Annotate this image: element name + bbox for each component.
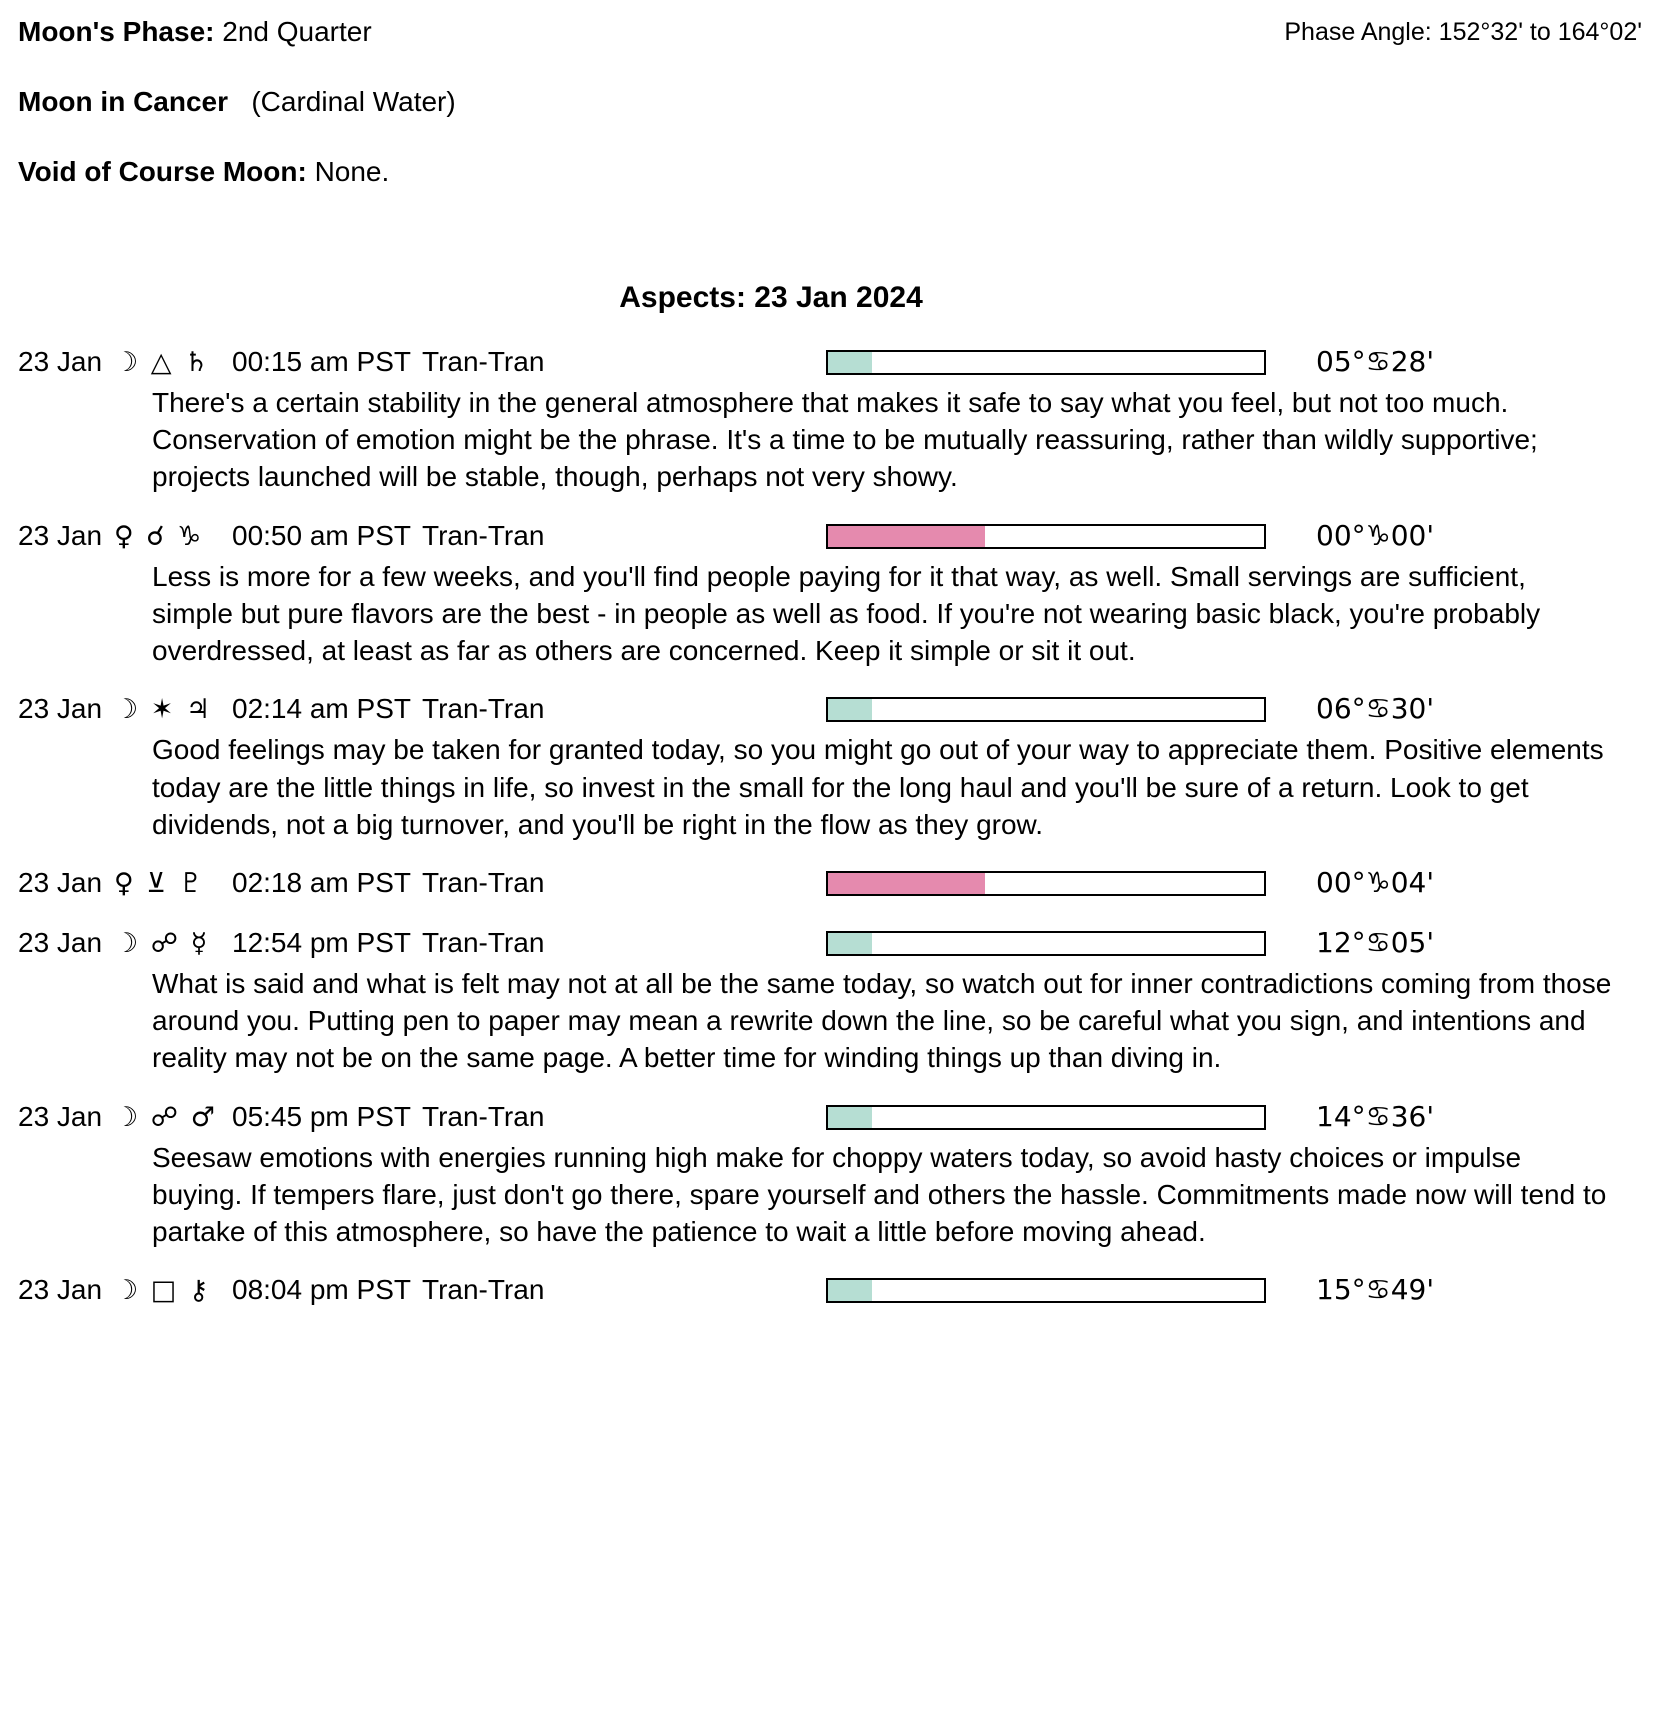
aspect-entry bbox=[18, 1099, 1644, 1251]
moon-sign-label: Moon in Cancer bbox=[18, 85, 229, 117]
aspect-time: 12:54 pm PST bbox=[232, 926, 411, 958]
aspect-date: 23 Jan bbox=[18, 926, 103, 958]
aspect-entry bbox=[18, 691, 1644, 843]
aspect-description: What is said and what is felt may not at all be the same today, so watch out for inner contradictions coming from those around you. Putting pen to paper may mean a rewrite down the line, so be careful what you sign, and intentions and reality may not be on the same page. A better time for winding things up than diving in. bbox=[152, 967, 1612, 1074]
moon-phase-value: 2nd Quarter bbox=[222, 16, 372, 47]
aspect-time: 05:45 pm PST bbox=[232, 1100, 411, 1132]
aspect-entry bbox=[18, 344, 1644, 496]
aspect-date: 23 Jan bbox=[18, 693, 103, 725]
aspect-strength-bar bbox=[826, 1278, 1266, 1303]
aspect-glyphs: ♀ ⊻ ♇ bbox=[114, 867, 205, 899]
aspect-entry bbox=[18, 1272, 1644, 1310]
aspect-position: 05°♋28' bbox=[1316, 344, 1435, 378]
aspect-glyphs: ☽ □ ⚷ bbox=[114, 1275, 211, 1307]
aspect-strength-bar-fill bbox=[828, 933, 872, 954]
aspect-glyphs: ☽ ☍ ♂ bbox=[114, 1101, 217, 1133]
aspect-type: Tran-Tran bbox=[422, 693, 545, 725]
aspect-position: 12°♋05' bbox=[1316, 925, 1435, 959]
aspect-strength-bar bbox=[826, 697, 1266, 722]
void-of-course-line bbox=[18, 154, 1644, 190]
aspect-strength-bar bbox=[826, 1105, 1266, 1130]
aspect-type: Tran-Tran bbox=[422, 1100, 545, 1132]
aspect-entry bbox=[18, 518, 1644, 670]
aspect-position: 06°♋30' bbox=[1316, 692, 1435, 726]
aspect-date: 23 Jan bbox=[18, 1274, 103, 1306]
phase-angle-label: Phase Angle: bbox=[1284, 18, 1432, 46]
aspect-description: Good feelings may be taken for granted today, so you might go out of your way to appreciate them. Positive elements today are the little things in life, so invest in the small for the long haul and you'll be sure of a return. Look to get dividends, not a big turnover, and you'll be right in the flow as they grow. bbox=[152, 734, 1604, 840]
aspect-date: 23 Jan bbox=[18, 866, 103, 898]
aspect-glyphs: ☽ ✶ ♃ bbox=[114, 694, 213, 726]
aspect-entry bbox=[18, 925, 1644, 1077]
void-of-course-value: None. bbox=[314, 155, 390, 187]
aspect-glyphs: ♀ ☌ ♑ bbox=[114, 520, 204, 552]
moon-phase-label: Moon's Phase: bbox=[18, 16, 215, 47]
void-of-course-row bbox=[18, 154, 1644, 190]
phase-angle-value: 152°32' to 164°02' bbox=[1438, 18, 1642, 46]
aspect-header bbox=[18, 1272, 1644, 1310]
aspect-strength-bar-fill bbox=[828, 1280, 872, 1301]
aspect-time: 00:50 am PST bbox=[232, 519, 411, 551]
moon-sign-row bbox=[18, 84, 1644, 120]
aspect-header bbox=[18, 1099, 1644, 1137]
aspect-type: Tran-Tran bbox=[422, 866, 545, 898]
aspect-position: 14°♋36' bbox=[1316, 1099, 1435, 1133]
moon-sign-element: (Cardinal Water) bbox=[251, 85, 456, 117]
aspect-strength-bar-fill bbox=[828, 1107, 872, 1128]
aspect-position: 15°♋49' bbox=[1316, 1273, 1435, 1307]
aspect-header bbox=[18, 925, 1644, 963]
aspect-description: There's a certain stability in the general atmosphere that makes it safe to say what you feel, but not too much. Conservation of emotion might be the phrase. It's a time to be mutually reassuring, rather than wildly supportive; projects launched will be stable, though, perhaps not very showy. bbox=[152, 386, 1538, 493]
aspect-type: Tran-Tran bbox=[422, 926, 545, 958]
aspect-time: 02:14 am PST bbox=[232, 693, 411, 725]
aspect-time: 08:04 pm PST bbox=[232, 1274, 411, 1306]
aspect-type: Tran-Tran bbox=[422, 345, 545, 377]
aspect-time: 00:15 am PST bbox=[232, 345, 411, 377]
aspect-glyphs: ☽ ☍ ☿ bbox=[114, 927, 210, 959]
aspect-position: 00°♑00' bbox=[1316, 518, 1435, 552]
aspect-strength-bar bbox=[826, 524, 1266, 549]
aspects-title: Aspects: 23 Jan 2024 bbox=[619, 281, 923, 315]
aspect-header bbox=[18, 518, 1644, 556]
aspect-type: Tran-Tran bbox=[422, 519, 545, 551]
aspect-position: 00°♑04' bbox=[1316, 865, 1435, 899]
aspect-glyphs: ☽ △ ♄ bbox=[114, 346, 211, 378]
aspect-strength-bar bbox=[826, 871, 1266, 896]
moon-phase-row bbox=[18, 14, 1644, 50]
aspect-strength-bar-fill bbox=[828, 352, 872, 373]
aspect-date: 23 Jan bbox=[18, 345, 103, 377]
aspect-entry bbox=[18, 865, 1644, 903]
void-of-course-label: Void of Course Moon: bbox=[18, 155, 307, 187]
aspect-date: 23 Jan bbox=[18, 519, 103, 551]
aspect-header bbox=[18, 344, 1644, 382]
aspect-date: 23 Jan bbox=[18, 1100, 103, 1132]
aspect-strength-bar-fill bbox=[828, 699, 872, 720]
aspect-strength-bar-fill bbox=[828, 526, 985, 547]
aspect-header bbox=[18, 865, 1644, 903]
aspect-strength-bar-fill bbox=[828, 873, 985, 894]
aspect-header bbox=[18, 691, 1644, 729]
aspect-list bbox=[18, 344, 1644, 1311]
aspect-strength-bar bbox=[826, 350, 1266, 375]
aspect-type: Tran-Tran bbox=[422, 1274, 545, 1306]
phase-angle bbox=[1284, 16, 1642, 48]
aspect-time: 02:18 am PST bbox=[232, 866, 411, 898]
aspect-strength-bar bbox=[826, 931, 1266, 956]
aspect-description: Less is more for a few weeks, and you'll find people paying for it that way, as well. Small servings are sufficient, simple but pure flavors are the best - in people as well as food. If you're not wearing basic black, you're probably overdressed, at least as far as others are concerned. Keep it simple or sit it out. bbox=[152, 560, 1541, 667]
moon-sign-line bbox=[18, 84, 1644, 120]
aspect-description: Seesaw emotions with energies running high make for choppy waters today, so avoid hasty choices or impulse buying. If tempers flare, just don't go there, spare yourself and others the hassle. Commitments made now will tend to partake of this atmosphere, so have the patience to wait a little before moving ahead. bbox=[152, 1141, 1607, 1248]
